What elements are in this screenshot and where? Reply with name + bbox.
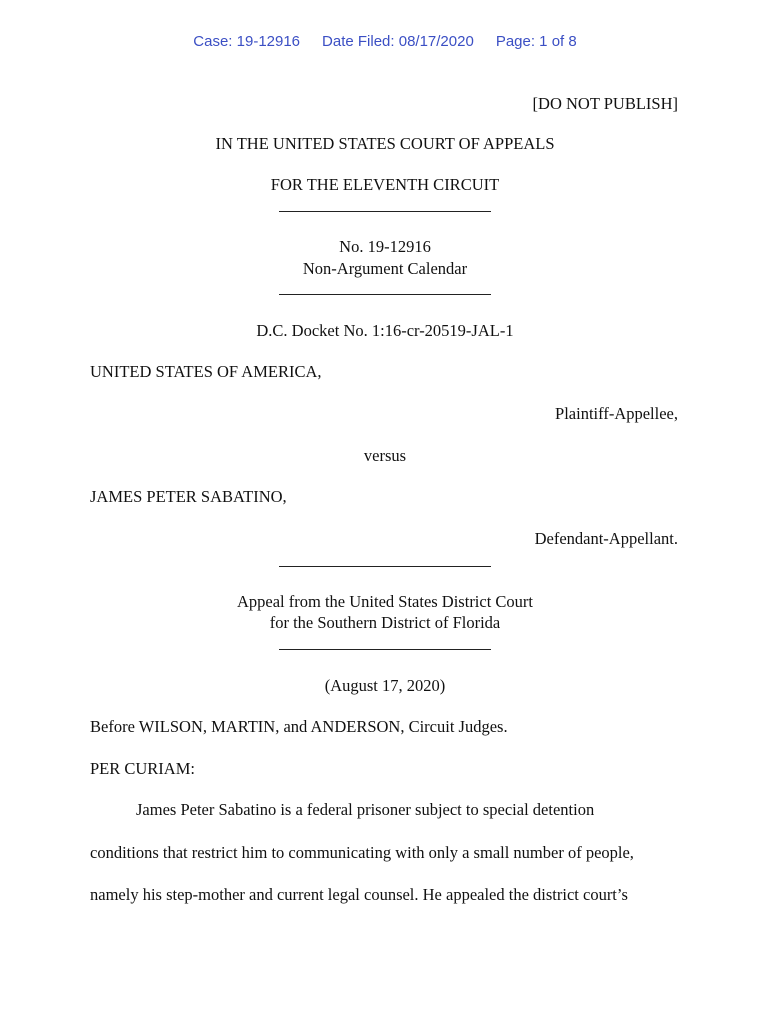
appeal-origin-line1: Appeal from the United States District Court	[236, 592, 534, 611]
per-curiam-heading: PER CURIAM:	[90, 759, 195, 778]
docket-number: D.C. Docket No. 1:16-cr-20519-JAL-1	[256, 321, 514, 340]
date-filed-header: Date Filed: 08/17/2020	[322, 33, 474, 50]
body-text-line: James Peter Sabatino is a federal prisoner subject to special detention	[136, 800, 595, 819]
case-number: No. 19-12916	[339, 237, 431, 256]
separator-rule	[279, 566, 491, 567]
circuit-name: FOR THE ELEVENTH CIRCUIT	[270, 175, 500, 194]
calendar-type: Non-Argument Calendar	[302, 259, 468, 278]
separator-rule	[279, 649, 491, 650]
filing-header	[0, 33, 770, 50]
defendant-role: Defendant-Appellant.	[534, 529, 678, 548]
decision-date: (August 17, 2020)	[324, 676, 446, 695]
versus-text: versus	[363, 446, 407, 465]
plaintiff-name: UNITED STATES OF AMERICA,	[90, 362, 322, 381]
page-count-header: Page: 1 of 8	[495, 33, 577, 50]
court-name: IN THE UNITED STATES COURT OF APPEALS	[215, 134, 555, 153]
separator-rule	[279, 211, 491, 212]
body-text-line: conditions that restrict him to communicating with only a small number of people,	[90, 843, 634, 862]
case-number-header: Case: 19-12916	[193, 33, 301, 50]
body-text-line: namely his step-mother and current legal counsel. He appealed the district court’s	[90, 885, 628, 904]
defendant-name: JAMES PETER SABATINO,	[90, 487, 287, 506]
appeal-origin-line2: for the Southern District of Florida	[269, 613, 501, 632]
separator-rule	[279, 294, 491, 295]
plaintiff-role: Plaintiff-Appellee,	[555, 404, 678, 423]
publish-note: [DO NOT PUBLISH]	[532, 94, 678, 113]
panel-judges: Before WILSON, MARTIN, and ANDERSON, Circuit Judges.	[90, 717, 508, 736]
